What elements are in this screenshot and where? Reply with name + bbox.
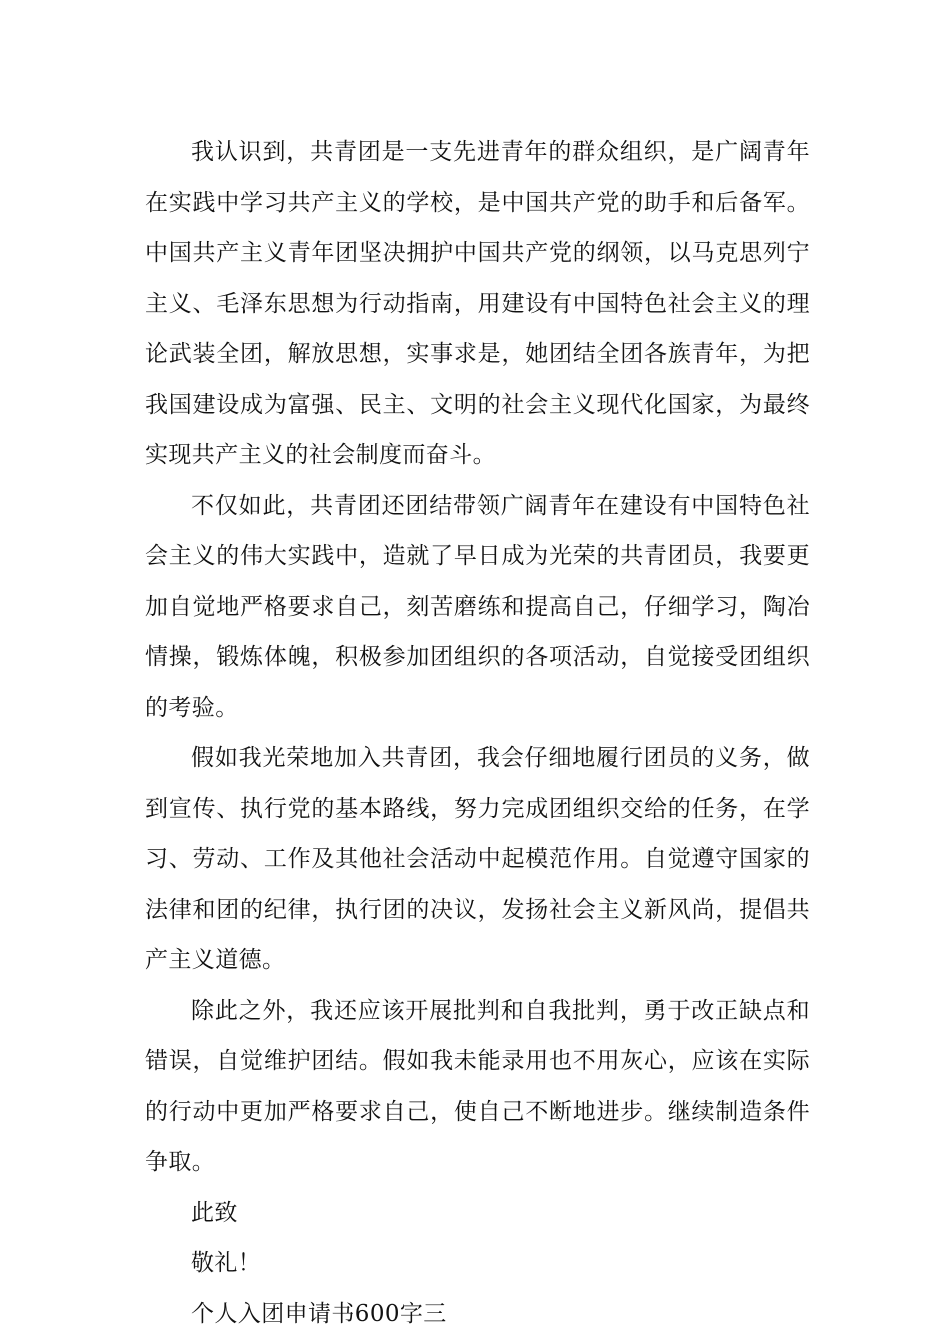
paragraph-commitment: 不仅如此，共青团还团结带领广阔青年在建设有中国特色社会主义的伟大实践中，造就了早日成为光荣的共青团员，我要更加自觉地严格要求自己，刻苦磨练和提高自己，仔细学习，陶冶情操，锻炼体魄，积极参加团组织的各项活动，自觉接受团组织的考验。 — [145, 492, 810, 721]
next-section-heading: 个人入团申请书600字三 — [191, 1300, 447, 1327]
document-body — [145, 127, 810, 1339]
closing-regards: 敬礼！ — [191, 1250, 262, 1276]
paragraph-understanding: 我认识到，共青团是一支先进青年的群众组织，是广阔青年在实践中学习共产主义的学校，是中国共产党的助手和后备军。中国共产主义青年团坚决拥护中国共产党的纲领，以马克思列宁主义、毛泽东思想为行动指南，用建设有中国特色社会主义的理论武装全团，解放思想，实事求是，她团结全团各族青年，为把我国建设成为富强、民主、文明的社会主义现代化国家，为最终实现共产主义的社会制度而奋斗。 — [145, 139, 810, 468]
paragraph-duties: 假如我光荣地加入共青团，我会仔细地履行团员的义务，做到宣传、执行党的基本路线，努力完成团组织交给的任务，在学习、劳动、工作及其他社会活动中起模范作用。自觉遵守国家的法律和团的纪律，执行团的决议，发扬社会主义新风尚，提倡共产主义道德。 — [145, 745, 810, 973]
paragraph-self-criticism: 除此之外，我还应该开展批判和自我批判，勇于改正缺点和错误，自觉维护团结。假如我未能录用也不用灰心，应该在实际的行动中更加严格要求自己，使自己不断地进步。继续制造条件争取。 — [145, 997, 810, 1175]
closing-salutation: 此致 — [191, 1199, 238, 1226]
